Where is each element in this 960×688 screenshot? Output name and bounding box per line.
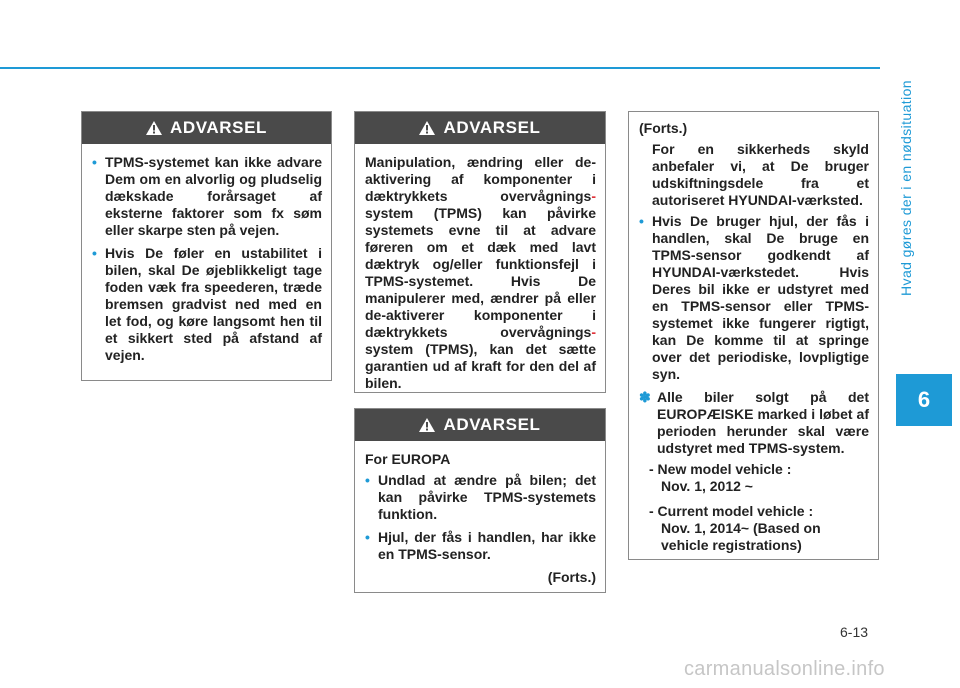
warning-paragraph	[355, 144, 605, 400]
intro-text: For EUROPA	[365, 451, 451, 467]
warning-header	[82, 112, 331, 144]
bullet-item: • Hvis De føler en ustabilitet i bilen, skal De øjeblikkeligt tage foden væk fra speederen, træde bremsen gradvist ned med en let fod, og køre langsomt hen til et sikkert sted på afstand af vejen.	[92, 245, 322, 364]
warning-box-tpms-limits	[81, 111, 332, 381]
chapter-tab: 6	[896, 374, 952, 426]
hyphen-mark: -	[591, 188, 596, 204]
header-rule	[0, 67, 880, 69]
date-item-label: - New model vehicle :	[649, 461, 792, 477]
bullet-item: • Hvis De bruger hjul, der fås i handlen, skal De bruge en TPMS-sensor godkendt af HYUNDAI-værkstedet. Hvis Deres bil ikke er udstyret med en TPMS-sensor eller TPMS-systemet ikke fungerer rigtigt, kan De komme til at springe over det periodiske, lovpligtige syn.	[639, 213, 869, 383]
warning-header	[355, 112, 605, 144]
date-item-new-model	[639, 461, 869, 495]
date-item-value: Nov. 1, 2014~ (Based on vehicle registrations)	[661, 520, 821, 553]
date-item-label: - Current model vehicle :	[649, 503, 814, 519]
paragraph-text-2: system (TPMS) kan påvirke systemets evne til at advare føreren om et dæk med lavt dæktryk og/eller funktionsfejl i TPMS-systemet. Hvis De manipulerer med, ændrer på eller de-aktiverer komponenter i dæktrykkets overvågnings	[365, 205, 596, 340]
note-text: Alle biler solgt på det EUROPÆISKE marked i løbet af perioden herunder skal være udstyret med TPMS-system.	[657, 389, 869, 456]
safety-paragraph: For en sikkerheds skyld anbefaler vi, at De bruger udskiftningsdele fra et autoriseret HYUNDAI-værksted.	[652, 141, 869, 208]
paragraph-text-3: system (TPMS), kan det sætte garantien ud af kraft for den del af bilen.	[365, 341, 596, 391]
continued-label: (Forts.)	[547, 569, 596, 585]
continued-box	[628, 111, 879, 560]
bullet-item: • Undlad at ændre på bilen; det kan påvirke TPMS-systemets funktion.	[365, 472, 596, 523]
bullet-item: • TPMS-systemet kan ikke advare Dem om en alvorlig og pludselig dækskade forårsaget af eksterne faktorer som fx søm eller skarpe sten på vejen.	[92, 154, 322, 239]
date-item-value: Nov. 1, 2012 ~	[661, 478, 753, 494]
warning-box-europe	[354, 408, 606, 593]
hyphen-mark: -	[591, 324, 596, 340]
page-number: 6-13	[840, 624, 869, 640]
bullet-item: • Hjul, der fås i handlen, har ikke en TPMS-sensor.	[365, 529, 596, 563]
section-side-title	[888, 12, 924, 364]
continued-heading: (Forts.)	[639, 120, 688, 136]
warning-header-label: ADVARSEL	[443, 118, 541, 137]
paragraph-text-1: Manipulation, ændring eller de-aktivering af komponenter i dæktrykkets overvågnings	[365, 154, 596, 204]
warning-header-label: ADVARSEL	[169, 118, 268, 137]
warning-header-label: ADVARSEL	[443, 415, 541, 434]
side-title-text: Hvad gøres der i en nødsituation	[898, 80, 914, 296]
warning-triangle-icon	[419, 121, 435, 135]
warning-header	[355, 409, 605, 441]
warning-box-tampering	[354, 111, 606, 393]
watermark: carmanualsonline.info	[684, 658, 885, 680]
warning-triangle-icon	[419, 418, 435, 432]
warning-triangle-icon	[146, 121, 162, 135]
date-item-current-model	[639, 503, 869, 554]
asterisk-icon: ✽	[639, 389, 651, 405]
note-item	[639, 389, 869, 457]
